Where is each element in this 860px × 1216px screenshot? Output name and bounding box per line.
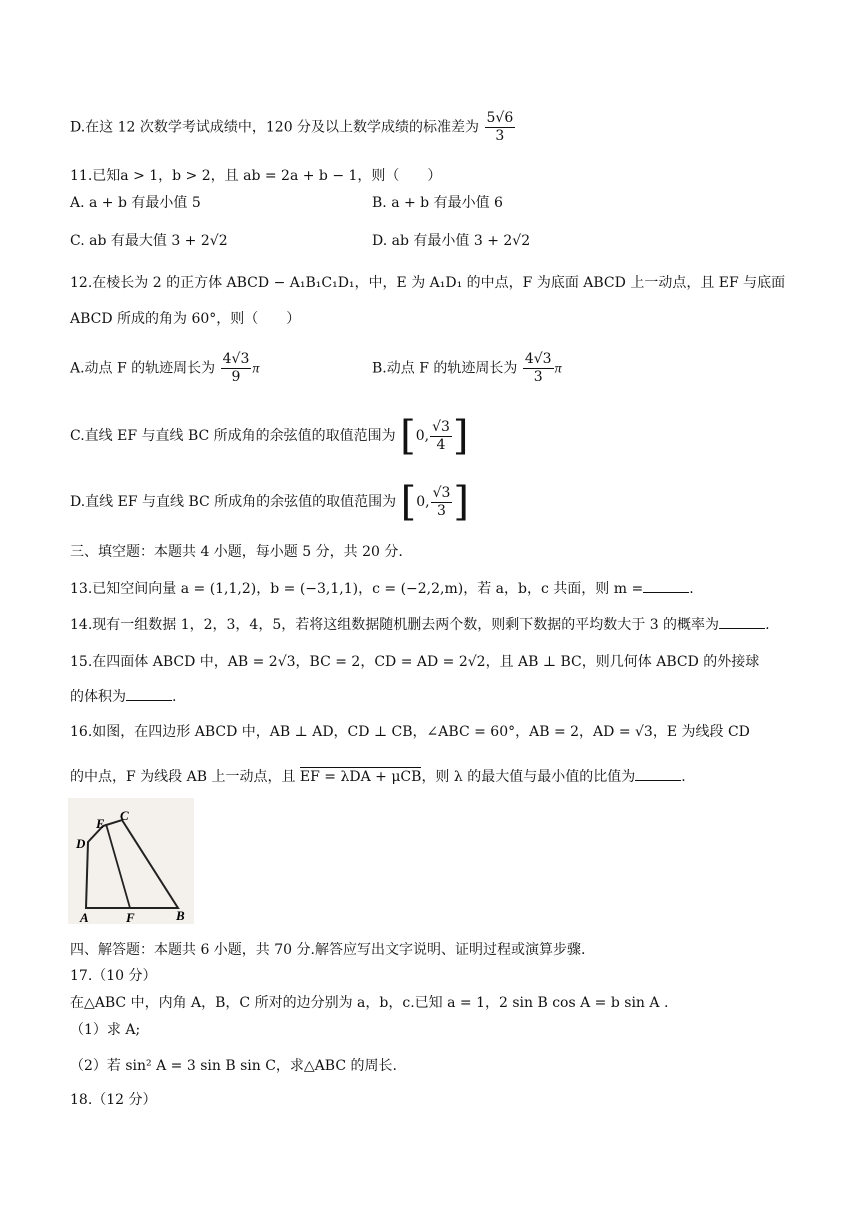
label-e: E: [96, 816, 105, 831]
q16-line1: 16.如图，在四边形 ABCD 中，AB ⊥ AD，CD ⊥ CB，∠ABC = 60°，AB = 2，AD = √3，E 为线段 CD: [70, 724, 750, 740]
q12-option-c: C.直线 EF 与直线 BC 所成角的余弦值的取值范围为 [0, $\frac{√3}{4}$ ]: [70, 413, 469, 459]
q11-option-a: A. a + b 有最小值 5: [70, 195, 201, 211]
answer-blank: [719, 614, 765, 629]
q16-line2: 的中点，F 为线段 AB 上一动点，且 EF = λDA + μCB，则 λ 的最大值与最小值的比值为 .: [70, 766, 686, 787]
quadrilateral-outline: [86, 820, 178, 908]
section4-heading: 四、解答题：本题共 6 小题，共 70 分.解答应写出文字说明、证明过程或演算步骤.: [70, 942, 586, 958]
q12-option-b: B.动点 F 的轨迹周长为 $\frac{4√3}{3}$ π: [372, 351, 562, 385]
answer-blank: [635, 766, 681, 781]
q17-header: 17.（10 分）: [70, 968, 157, 984]
q17-stem: 在△ABC 中，内角 A，B，C 所对的边分别为 a，b，c.已知 a = 1，2 sin B cos A = b sin A .: [70, 995, 669, 1011]
segment-ef: [106, 824, 130, 908]
q11-option-c: C. ab 有最大值 3 + 2√2: [70, 233, 228, 249]
left-bracket: [: [400, 413, 416, 459]
q14: 14.现有一组数据 1，2，3，4，5，若将这组数据随机删去两个数，则剩下数据的平均数大于 3 的概率为 .: [70, 614, 770, 635]
vector-equation: EF = λDA + μCB: [299, 769, 422, 785]
label-d: D: [76, 836, 86, 851]
q12-option-a-fraction: $\frac{4√3}{9}$: [222, 351, 250, 385]
q10-option-d-text: D.在这 12 次数学考试成绩中，120 分及以上数学成绩的标准差为: [70, 119, 480, 136]
q15-line2: 的体积为 .: [70, 686, 176, 707]
quadrilateral-diagram: [68, 798, 194, 924]
right-bracket: ]: [452, 413, 469, 459]
answer-blank: [643, 578, 689, 593]
label-f: F: [126, 910, 135, 924]
q12-option-b-fraction: $\frac{4√3}{3}$: [524, 351, 552, 385]
label-c: C: [120, 808, 129, 823]
q10-option-d-fraction: $\frac{5√6}{3}$: [486, 110, 514, 144]
quadrilateral-figure: [68, 798, 194, 924]
q12-option-a: A.动点 F 的轨迹周长为 $\frac{4√3}{9}$ π: [70, 351, 260, 385]
section3-heading: 三、填空题：本题共 4 小题，每小题 5 分，共 20 分.: [70, 544, 403, 560]
right-bracket: ]: [453, 479, 470, 525]
q11-option-b: B. a + b 有最小值 6: [372, 195, 503, 211]
q12-stem-line2: ABCD 所成的角为 60°，则（ ）: [70, 311, 301, 327]
q10-option-d: [70, 110, 516, 145]
q15-line1: 15.在四面体 ABCD 中，AB = 2√3，BC = 2，CD = AD = 2√2，且 AB ⊥ BC，则几何体 ABCD 的外接球: [70, 654, 760, 670]
q11-stem: 11.已知a > 1，b > 2，且 ab = 2a + b − 1，则（ ）: [70, 168, 442, 184]
left-bracket: [: [400, 479, 417, 525]
q12-option-c-fraction: $\frac{√3}{4}$: [432, 418, 450, 453]
q12-option-d: D.直线 EF 与直线 BC 所成角的余弦值的取值范围为 [0, $\frac{√3}{3}$ ]: [70, 479, 470, 525]
answer-blank: [126, 686, 172, 701]
q11-option-d: D. ab 有最小值 3 + 2√2: [372, 233, 531, 249]
q18-header: 18.（12 分）: [70, 1092, 157, 1108]
q17-part2: （2）若 sin² A = 3 sin B sin C，求△ABC 的周长.: [70, 1058, 397, 1074]
label-a: A: [80, 910, 89, 924]
label-b: B: [176, 908, 185, 923]
q12-stem-line1: 12.在棱长为 2 的正方体 ABCD − A₁B₁C₁D₁，中，E 为 A₁D₁ 的中点，F 为底面 ABCD 上一动点，且 EF 与底面: [70, 275, 786, 291]
q17-part1: （1）求 A;: [70, 1022, 141, 1038]
q12-option-d-fraction: $\frac{√3}{3}$: [432, 484, 451, 519]
q13: 13.已知空间向量 a = (1,1,2)，b = (−3,1,1)，c = (−2,2,m)，若 a，b，c 共面，则 m = .: [70, 578, 694, 599]
